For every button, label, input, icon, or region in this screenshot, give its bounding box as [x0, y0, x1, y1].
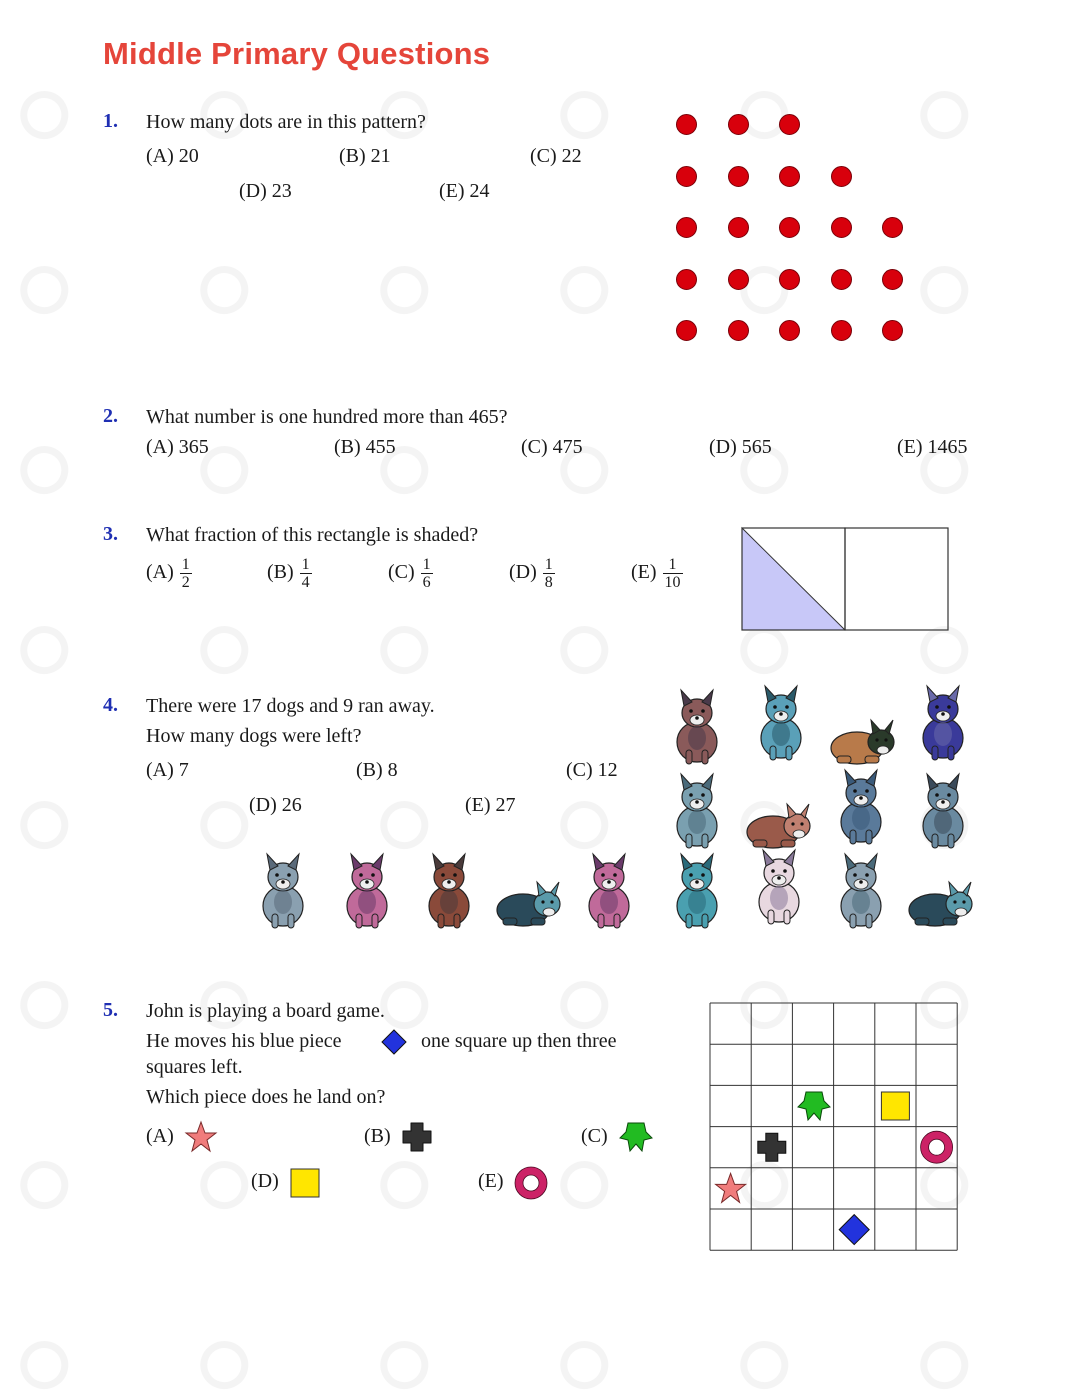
dot — [882, 217, 903, 238]
q4-option-a[interactable]: (A) 7 — [146, 759, 189, 781]
watermark-logo — [371, 1150, 441, 1218]
q1-option-c[interactable]: (C) 22 — [530, 145, 582, 167]
watermark-logo — [551, 1330, 621, 1398]
q3-option-a[interactable] — [146, 556, 192, 591]
fraction — [180, 556, 192, 591]
dog-icon — [253, 852, 313, 930]
watermark-logo — [11, 255, 81, 323]
dog-icon — [829, 718, 897, 766]
dog-icon — [831, 852, 891, 930]
watermark-logo — [191, 255, 261, 323]
star-icon — [716, 1173, 746, 1202]
q5-option-e[interactable]: (E) — [478, 1170, 504, 1192]
q3-option-e-label: (E) — [631, 561, 657, 584]
dot — [728, 217, 749, 238]
q1-option-e[interactable]: (E) 24 — [439, 180, 490, 202]
question-1-number: 1. — [103, 110, 118, 132]
dot — [728, 166, 749, 187]
q4-option-c[interactable]: (C) 12 — [566, 759, 618, 781]
dot — [831, 217, 852, 238]
denominator: 4 — [301, 574, 310, 591]
watermark-logo — [551, 255, 621, 323]
dog-icon — [831, 768, 891, 846]
cross-icon — [400, 1120, 434, 1154]
watermark-logo — [11, 435, 81, 503]
dot-pattern — [676, 114, 916, 354]
q4-option-b[interactable]: (B) 8 — [356, 759, 398, 781]
q3-option-d[interactable] — [509, 556, 555, 591]
shaded-triangle — [742, 528, 845, 630]
dog-icon — [907, 880, 975, 928]
numerator: 1 — [663, 556, 683, 574]
dot — [676, 217, 697, 238]
dot — [831, 320, 852, 341]
yellow-square-icon — [881, 1092, 909, 1120]
watermark-logo — [911, 80, 981, 148]
watermark-logo — [551, 615, 621, 683]
watermark-logo — [191, 1330, 261, 1398]
q3-option-b-label: (B) — [267, 561, 294, 584]
dog-icon — [667, 852, 727, 930]
dog-icon — [751, 684, 811, 762]
fraction — [421, 556, 433, 591]
watermark-logo — [11, 615, 81, 683]
question-5-text-line4: Which piece does he land on? — [146, 1086, 386, 1108]
green-shape-icon — [798, 1092, 830, 1120]
watermark-logo — [371, 790, 441, 858]
q2-option-c[interactable]: (C) 475 — [521, 436, 583, 458]
dot — [831, 166, 852, 187]
ring-icon — [921, 1131, 953, 1163]
denominator: 6 — [422, 574, 431, 591]
q1-option-d[interactable]: (D) 23 — [239, 180, 292, 202]
dot — [779, 166, 800, 187]
watermark-logo — [11, 970, 81, 1038]
dog-icon — [745, 802, 813, 850]
q3-option-e[interactable] — [631, 556, 683, 591]
watermark-logo — [911, 255, 981, 323]
q1-option-a[interactable]: (A) 20 — [146, 145, 199, 167]
watermark-logo — [371, 255, 441, 323]
dog-icon — [419, 852, 479, 930]
question-5-text-line2b: one square up then three — [421, 1030, 617, 1052]
q4-option-d[interactable]: (D) 26 — [249, 794, 302, 816]
q3-option-a-label: (A) — [146, 561, 174, 584]
dog-icon — [749, 848, 809, 926]
watermark-logo — [551, 80, 621, 148]
question-5-text-line3: squares left. — [146, 1056, 243, 1078]
dog-icon — [913, 772, 973, 850]
game-board — [709, 1002, 959, 1252]
watermark-logo — [551, 1150, 621, 1218]
dot — [831, 269, 852, 290]
q3-option-c[interactable] — [388, 556, 433, 591]
yellow-square-icon — [289, 1167, 321, 1199]
question-2-text: What number is one hundred more than 465? — [146, 406, 508, 428]
q3-option-c-label: (C) — [388, 561, 415, 584]
q5-option-b[interactable]: (B) — [364, 1125, 391, 1147]
dot — [676, 114, 697, 135]
dot — [779, 320, 800, 341]
dog-icon — [667, 772, 727, 850]
denominator: 10 — [664, 574, 681, 591]
q5-option-a[interactable]: (A) — [146, 1125, 174, 1147]
dog-icon — [579, 852, 639, 930]
ring-icon — [514, 1166, 548, 1200]
q3-option-b[interactable] — [267, 556, 312, 591]
dog-icon — [495, 880, 563, 928]
dot — [882, 320, 903, 341]
q2-option-b[interactable]: (B) 455 — [334, 436, 396, 458]
watermark-logo — [11, 1150, 81, 1218]
q5-option-d[interactable]: (D) — [251, 1170, 279, 1192]
star-icon — [184, 1120, 218, 1154]
question-2-number: 2. — [103, 405, 118, 427]
blue-diamond-icon — [380, 1028, 408, 1056]
watermark-logo — [551, 790, 621, 858]
question-5-number: 5. — [103, 999, 118, 1021]
q2-option-d[interactable]: (D) 565 — [709, 436, 772, 458]
watermark-logo — [11, 790, 81, 858]
question-3-text: What fraction of this rectangle is shaded? — [146, 524, 479, 546]
dot — [676, 166, 697, 187]
numerator: 1 — [544, 556, 553, 573]
dot — [779, 269, 800, 290]
question-5-text-line1: John is playing a board game. — [146, 1000, 385, 1022]
green-shape-icon — [618, 1120, 654, 1154]
numerator: 1 — [301, 556, 310, 573]
question-4-text-line2: How many dogs were left? — [146, 725, 362, 747]
question-4-number: 4. — [103, 694, 118, 716]
dog-icon — [667, 688, 727, 766]
dog-icon — [913, 684, 973, 762]
watermark-logo — [191, 615, 261, 683]
page-title: Middle Primary Questions — [103, 36, 491, 71]
question-3-number: 3. — [103, 523, 118, 545]
fraction — [300, 556, 312, 591]
dot — [728, 114, 749, 135]
q1-option-b[interactable]: (B) 21 — [339, 145, 391, 167]
q4-option-e[interactable]: (E) 27 — [465, 794, 516, 816]
numerator: 1 — [181, 556, 190, 573]
blue-diamond-icon — [839, 1215, 869, 1245]
dot — [728, 269, 749, 290]
fraction — [543, 556, 555, 591]
question-5-text-line2a: He moves his blue piece — [146, 1030, 342, 1052]
dot — [728, 320, 749, 341]
watermark-logo — [371, 1330, 441, 1398]
q5-option-c[interactable]: (C) — [581, 1125, 608, 1147]
watermark-logo — [11, 80, 81, 148]
cross-icon — [758, 1133, 786, 1161]
question-4-text-line1: There were 17 dogs and 9 ran away. — [146, 695, 435, 717]
right-square — [845, 528, 948, 630]
q2-option-e[interactable]: (E) 1465 — [897, 436, 968, 458]
dot — [676, 269, 697, 290]
question-1-text: How many dots are in this pattern? — [146, 111, 426, 133]
q3-option-d-label: (D) — [509, 561, 537, 584]
numerator: 1 — [422, 556, 431, 573]
dot — [676, 320, 697, 341]
watermark-logo — [371, 615, 441, 683]
q2-option-a[interactable]: (A) 365 — [146, 436, 209, 458]
denominator: 2 — [181, 574, 190, 591]
denominator: 8 — [544, 574, 553, 591]
dot — [779, 217, 800, 238]
watermark-logo — [11, 1330, 81, 1398]
fraction — [663, 556, 683, 591]
dot — [779, 114, 800, 135]
watermark-logo — [911, 1330, 981, 1398]
dog-icon — [337, 852, 397, 930]
watermark-logo — [731, 1330, 801, 1398]
dot — [882, 269, 903, 290]
shaded-rectangle-figure — [740, 526, 950, 632]
